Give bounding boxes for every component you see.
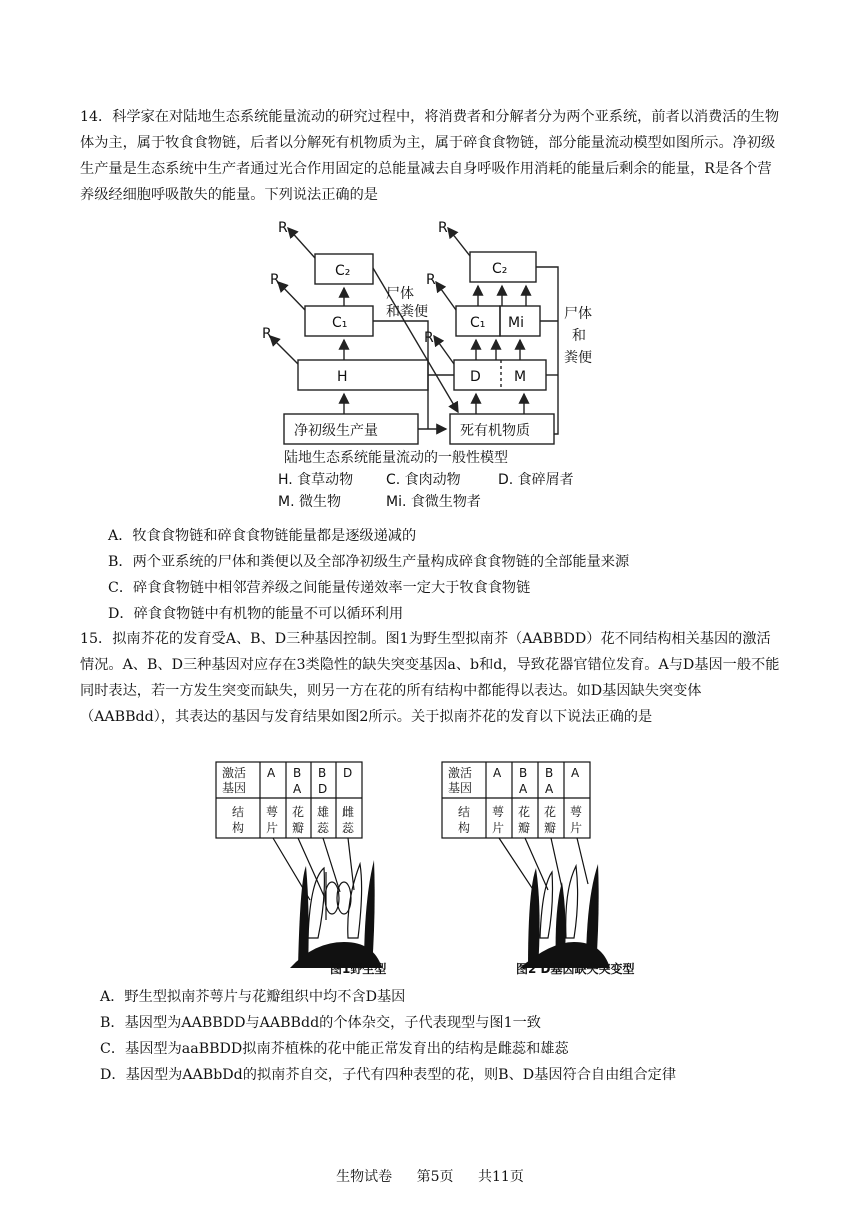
legend-d: D. 食碎屑者	[498, 472, 574, 488]
box-d: D	[470, 369, 481, 385]
svg-text:D: D	[318, 782, 328, 796]
svg-text:B: B	[318, 766, 327, 780]
svg-text:瓣: 瓣	[544, 821, 557, 835]
box-c2-right: C₂	[492, 261, 508, 277]
svg-text:雄: 雄	[317, 805, 330, 819]
box-dead-matter: 死有机物质	[460, 423, 530, 439]
svg-text:花: 花	[292, 805, 305, 819]
r-label: R	[270, 272, 280, 288]
r-label: R	[262, 326, 272, 342]
corpse-label-1b: 和粪便	[386, 304, 428, 320]
r-label: R	[438, 220, 448, 236]
figure-1-wildtype	[214, 760, 387, 980]
legend-c: C. 食肉动物	[386, 472, 461, 488]
svg-text:激活: 激活	[448, 766, 473, 780]
box-c1-left: C₁	[332, 315, 348, 331]
svg-text:A: A	[519, 782, 528, 796]
svg-text:D: D	[343, 766, 353, 780]
svg-text:花: 花	[544, 805, 557, 819]
svg-text:瓣: 瓣	[292, 821, 305, 835]
legend-h: H. 食草动物	[278, 472, 354, 488]
q15-option-a: A．野生型拟南芥萼片与花瓣组织中均不含D基因	[100, 989, 406, 1005]
svg-text:片: 片	[492, 821, 505, 835]
footer-subject: 生物试卷	[336, 1169, 393, 1185]
figure-2-mutant	[440, 760, 640, 980]
svg-text:萼: 萼	[570, 805, 583, 819]
page-footer	[0, 1166, 860, 1186]
svg-text:花: 花	[518, 805, 531, 819]
corpse-label-2b: 和	[572, 328, 586, 344]
fig1-head-struct-2: 构	[232, 821, 245, 835]
svg-text:A: A	[545, 782, 554, 796]
fig1-caption: 图1野生型	[330, 962, 387, 976]
box-net-production: 净初级生产量	[294, 423, 378, 439]
svg-text:B: B	[293, 766, 302, 780]
svg-text:蕊: 蕊	[317, 821, 330, 835]
corpse-label-1a: 尸体	[386, 286, 414, 302]
fig1-head-gene-1: 激活	[222, 766, 247, 780]
q14-option-d: D．碎食食物链中有机物的能量不可以循环利用	[108, 606, 404, 622]
legend-mi: Mi. 食微生物者	[386, 494, 481, 510]
box-mi: Mi	[508, 315, 524, 331]
box-c2-left: C₂	[335, 263, 351, 279]
question-14-text: 14．科学家在对陆地生态系统能量流动的研究过程中，将消费者和分解者分为两个亚系统，前者以消费活的生物体为主，属于牧食食物链，后者以分解死有机物质为主，属于碎食食物链，部分能量流动模型如图所示。净初级生产量是生态系统中生产者通过光合作用固定的总能量减去自身呼吸作用消耗的能量后剩余的能量，R是各个营养级经细胞呼吸散失的能量。下列说法正确的是	[80, 109, 780, 203]
box-m: M	[514, 369, 527, 385]
svg-text:萼: 萼	[492, 805, 505, 819]
svg-text:瓣: 瓣	[518, 821, 531, 835]
svg-text:雌: 雌	[342, 805, 355, 819]
footer-total: 共11页	[478, 1169, 524, 1185]
corpse-label-2c: 粪便	[564, 350, 592, 366]
box-h: H	[337, 369, 348, 385]
svg-text:萼: 萼	[266, 805, 279, 819]
footer-page: 第5页	[416, 1169, 454, 1185]
q14-option-b: B．两个亚系统的尸体和粪便以及全部净初级生产量构成碎食食物链的全部能量来源	[108, 554, 630, 570]
q15-option-c: C．基因型为aaBBDD拟南芥植株的花中能正常发育出的结构是雌蕊和雄蕊	[100, 1041, 569, 1057]
energy-flow-diagram	[258, 218, 618, 518]
legend-m: M. 微生物	[278, 494, 341, 510]
fig2-caption: 图2 D基因缺失突变型	[516, 962, 635, 976]
q14-option-c: C．碎食食物链中相邻营养级之间能量传递效率一定大于牧食食物链	[108, 580, 531, 596]
fig1-head-struct-1: 结	[232, 805, 245, 819]
question-15-text: 15．拟南芥花的发育受A、B、D三种基因控制。图1为野生型拟南芥（AABBDD）花不同结构相关基因的激活情况。A、B、D三种基因对应存在3类隐性的缺失突变基因a、b和d，导致花器官错位发育。A与D基因一般不能同时表达，若一方发生突变而缺失，则另一方在花的所有结构中都能得以表达。如D基因缺失突变体（AABBdd），其表达的基因与发育结果如图2所示。关于拟南芥花的发育以下说法正确的是	[80, 631, 780, 725]
svg-text:构: 构	[458, 821, 471, 835]
q15-option-b: B．基因型为AABBDD与AABBdd的个体杂交，子代表现型与图1一致	[100, 1015, 541, 1031]
svg-text:结: 结	[458, 805, 471, 819]
r-label: R	[424, 330, 434, 346]
svg-text:A: A	[293, 782, 302, 796]
svg-text:A: A	[493, 766, 502, 780]
svg-text:A: A	[267, 766, 276, 780]
svg-text:B: B	[519, 766, 528, 780]
fig1-head-gene-2: 基因	[222, 781, 247, 795]
svg-text:基因: 基因	[448, 781, 473, 795]
corpse-label-2a: 尸体	[564, 306, 592, 322]
box-c1-right: C₁	[470, 315, 486, 331]
diagram-title: 陆地生态系统能量流动的一般性模型	[284, 450, 508, 466]
svg-text:B: B	[545, 766, 554, 780]
svg-text:A: A	[571, 766, 580, 780]
svg-text:片: 片	[570, 821, 583, 835]
q15-option-d: D．基因型为AABbDd的拟南芥自交，子代有四种表型的花，则B、D基因符合自由组合定律	[100, 1067, 677, 1083]
r-label: R	[278, 220, 288, 236]
r-label: R	[426, 272, 436, 288]
svg-text:片: 片	[266, 821, 279, 835]
q14-option-a: A．牧食食物链和碎食食物链能量都是逐级递减的	[108, 528, 417, 544]
svg-text:蕊: 蕊	[342, 821, 355, 835]
